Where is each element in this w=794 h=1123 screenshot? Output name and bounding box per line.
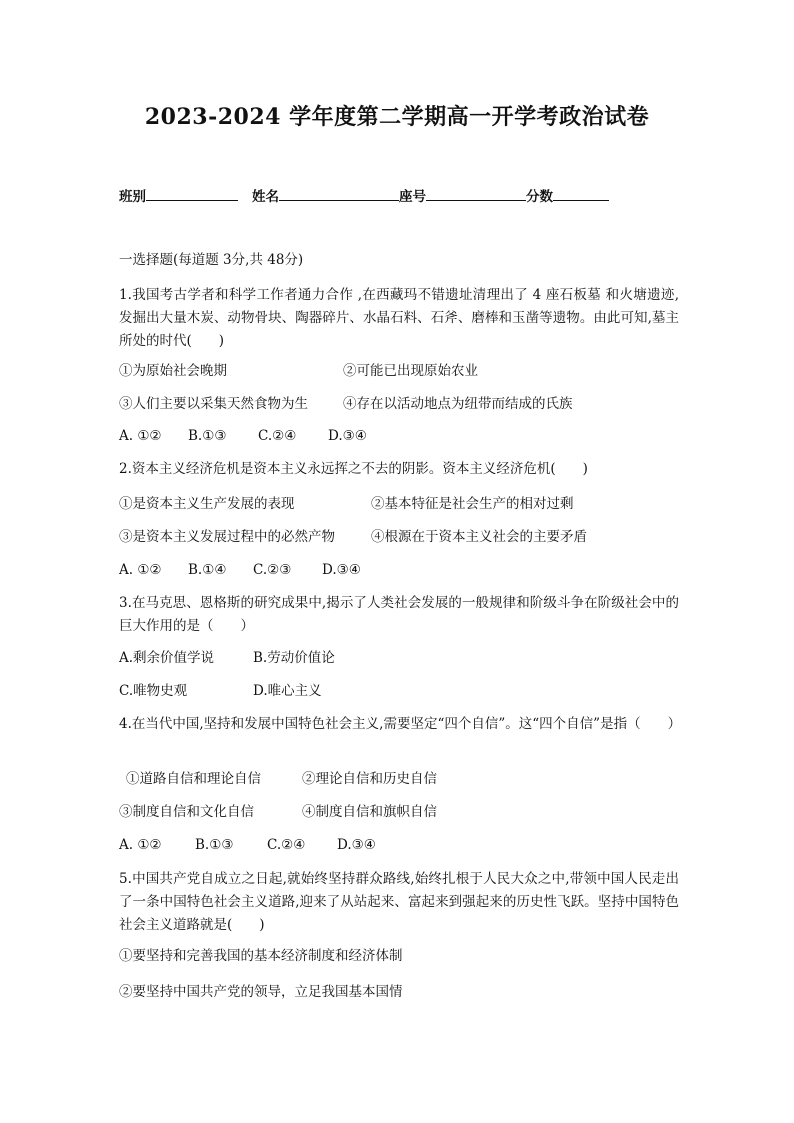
question-1-text: 1.我国考古学者和科学工作者通力合作 ,在西藏玛不错遗址清理出了 4 座石板墓 和火塘遗迹,发掘出大量木炭、动物骨块、陶器碎片、水晶石料、石斧、磨棒和玉凿等遗物。由此可知,墓主所处的时代( ) <box>119 287 679 349</box>
question-5-text: 5.中国共产党自成立之日起,就始终坚持群众路线,始终扎根于人民大众之中,带领中国人民走出了一条中国特色社会主义道路,迎来了从站起来、富起来到强起来的历史性飞跃。坚持中国特色社会主义道路就是( ) <box>119 871 679 933</box>
score-field[interactable] <box>553 187 609 201</box>
q3-choice-a[interactable]: A.剩余价值学说 <box>119 650 215 666</box>
q2-statement-1: ①是资本主义生产发展的表现 <box>119 496 295 512</box>
student-info-row <box>119 185 609 205</box>
name-field[interactable] <box>279 187 399 201</box>
q3-choice-c[interactable]: C.唯物史观 <box>119 683 188 699</box>
q3-choice-d[interactable]: D.唯心主义 <box>253 683 322 699</box>
q1-choice-d[interactable]: D.③④ <box>328 428 367 444</box>
q4-statement-1: ①道路自信和理论自信 <box>126 771 261 787</box>
class-field[interactable] <box>146 187 238 201</box>
q1-choice-c[interactable]: C.②④ <box>258 428 297 444</box>
q1-choice-a[interactable]: A. ①② <box>119 428 162 444</box>
score-label: 分数 <box>526 189 553 205</box>
q2-choice-c[interactable]: C.②③ <box>253 562 292 578</box>
name-label: 姓名 <box>252 189 279 205</box>
exam-title: 2023-2024 学年度第二学期高一开学考政治试卷 <box>144 104 650 130</box>
q4-statement-3: ③制度自信和文化自信 <box>119 804 254 820</box>
q5-statement-1: ①要坚持和完善我国的基本经济制度和经济体制 <box>119 948 403 964</box>
q4-choice-b[interactable]: B.①③ <box>195 837 234 853</box>
q1-statement-4: ④存在以活动地点为纽带而结成的氏族 <box>343 396 573 412</box>
q4-choice-a[interactable]: A. ①② <box>119 837 162 853</box>
q1-statement-2: ②可能已出现原始农业 <box>343 363 478 379</box>
q2-statement-4: ④根源在于资本主义社会的主要矛盾 <box>371 529 587 545</box>
seat-label: 座号 <box>399 189 426 205</box>
q5-statement-2: ②要坚持中国共产党的领导，立足我国基本国情 <box>119 984 403 1000</box>
seat-field[interactable] <box>426 187 526 201</box>
q3-choice-b[interactable]: B.劳动价值论 <box>253 650 335 666</box>
q1-statement-3: ③人们主要以采集天然食物为生 <box>119 396 308 412</box>
question-3-text: 3.在马克思、恩格斯的研究成果中,揭示了人类社会发展的一般规律和阶级斗争在阶级社会中的巨大作用的是（ ） <box>119 595 679 634</box>
q2-choice-b[interactable]: B.①④ <box>188 562 227 578</box>
q4-statement-2: ②理论自信和历史自信 <box>302 771 437 787</box>
q4-choice-c[interactable]: C.②④ <box>267 837 306 853</box>
q2-choice-d[interactable]: D.③④ <box>322 562 361 578</box>
q2-statement-2: ②基本特征是社会生产的相对过剩 <box>371 496 574 512</box>
q2-choice-a[interactable]: A. ①② <box>119 562 162 578</box>
section-heading: 一选择题(每道题 3分,共 48分) <box>119 252 304 268</box>
question-4-text: 4.在当代中国,坚持和发展中国特色社会主义,需要坚定“四个自信”。这“四个自信”是指（ ） <box>119 716 682 732</box>
q4-statement-4: ④制度自信和旗帜自信 <box>302 804 437 820</box>
q4-choice-d[interactable]: D.③④ <box>337 837 376 853</box>
question-2-text: 2.资本主义经济危机是资本主义永远挥之不去的阴影。资本主义经济危机( ) <box>119 461 588 477</box>
q2-statement-3: ③是资本主义发展过程中的必然产物 <box>119 529 335 545</box>
q1-choice-b[interactable]: B.①③ <box>188 428 227 444</box>
class-label: 班别 <box>119 189 146 205</box>
q1-statement-1: ①为原始社会晚期 <box>119 363 227 379</box>
